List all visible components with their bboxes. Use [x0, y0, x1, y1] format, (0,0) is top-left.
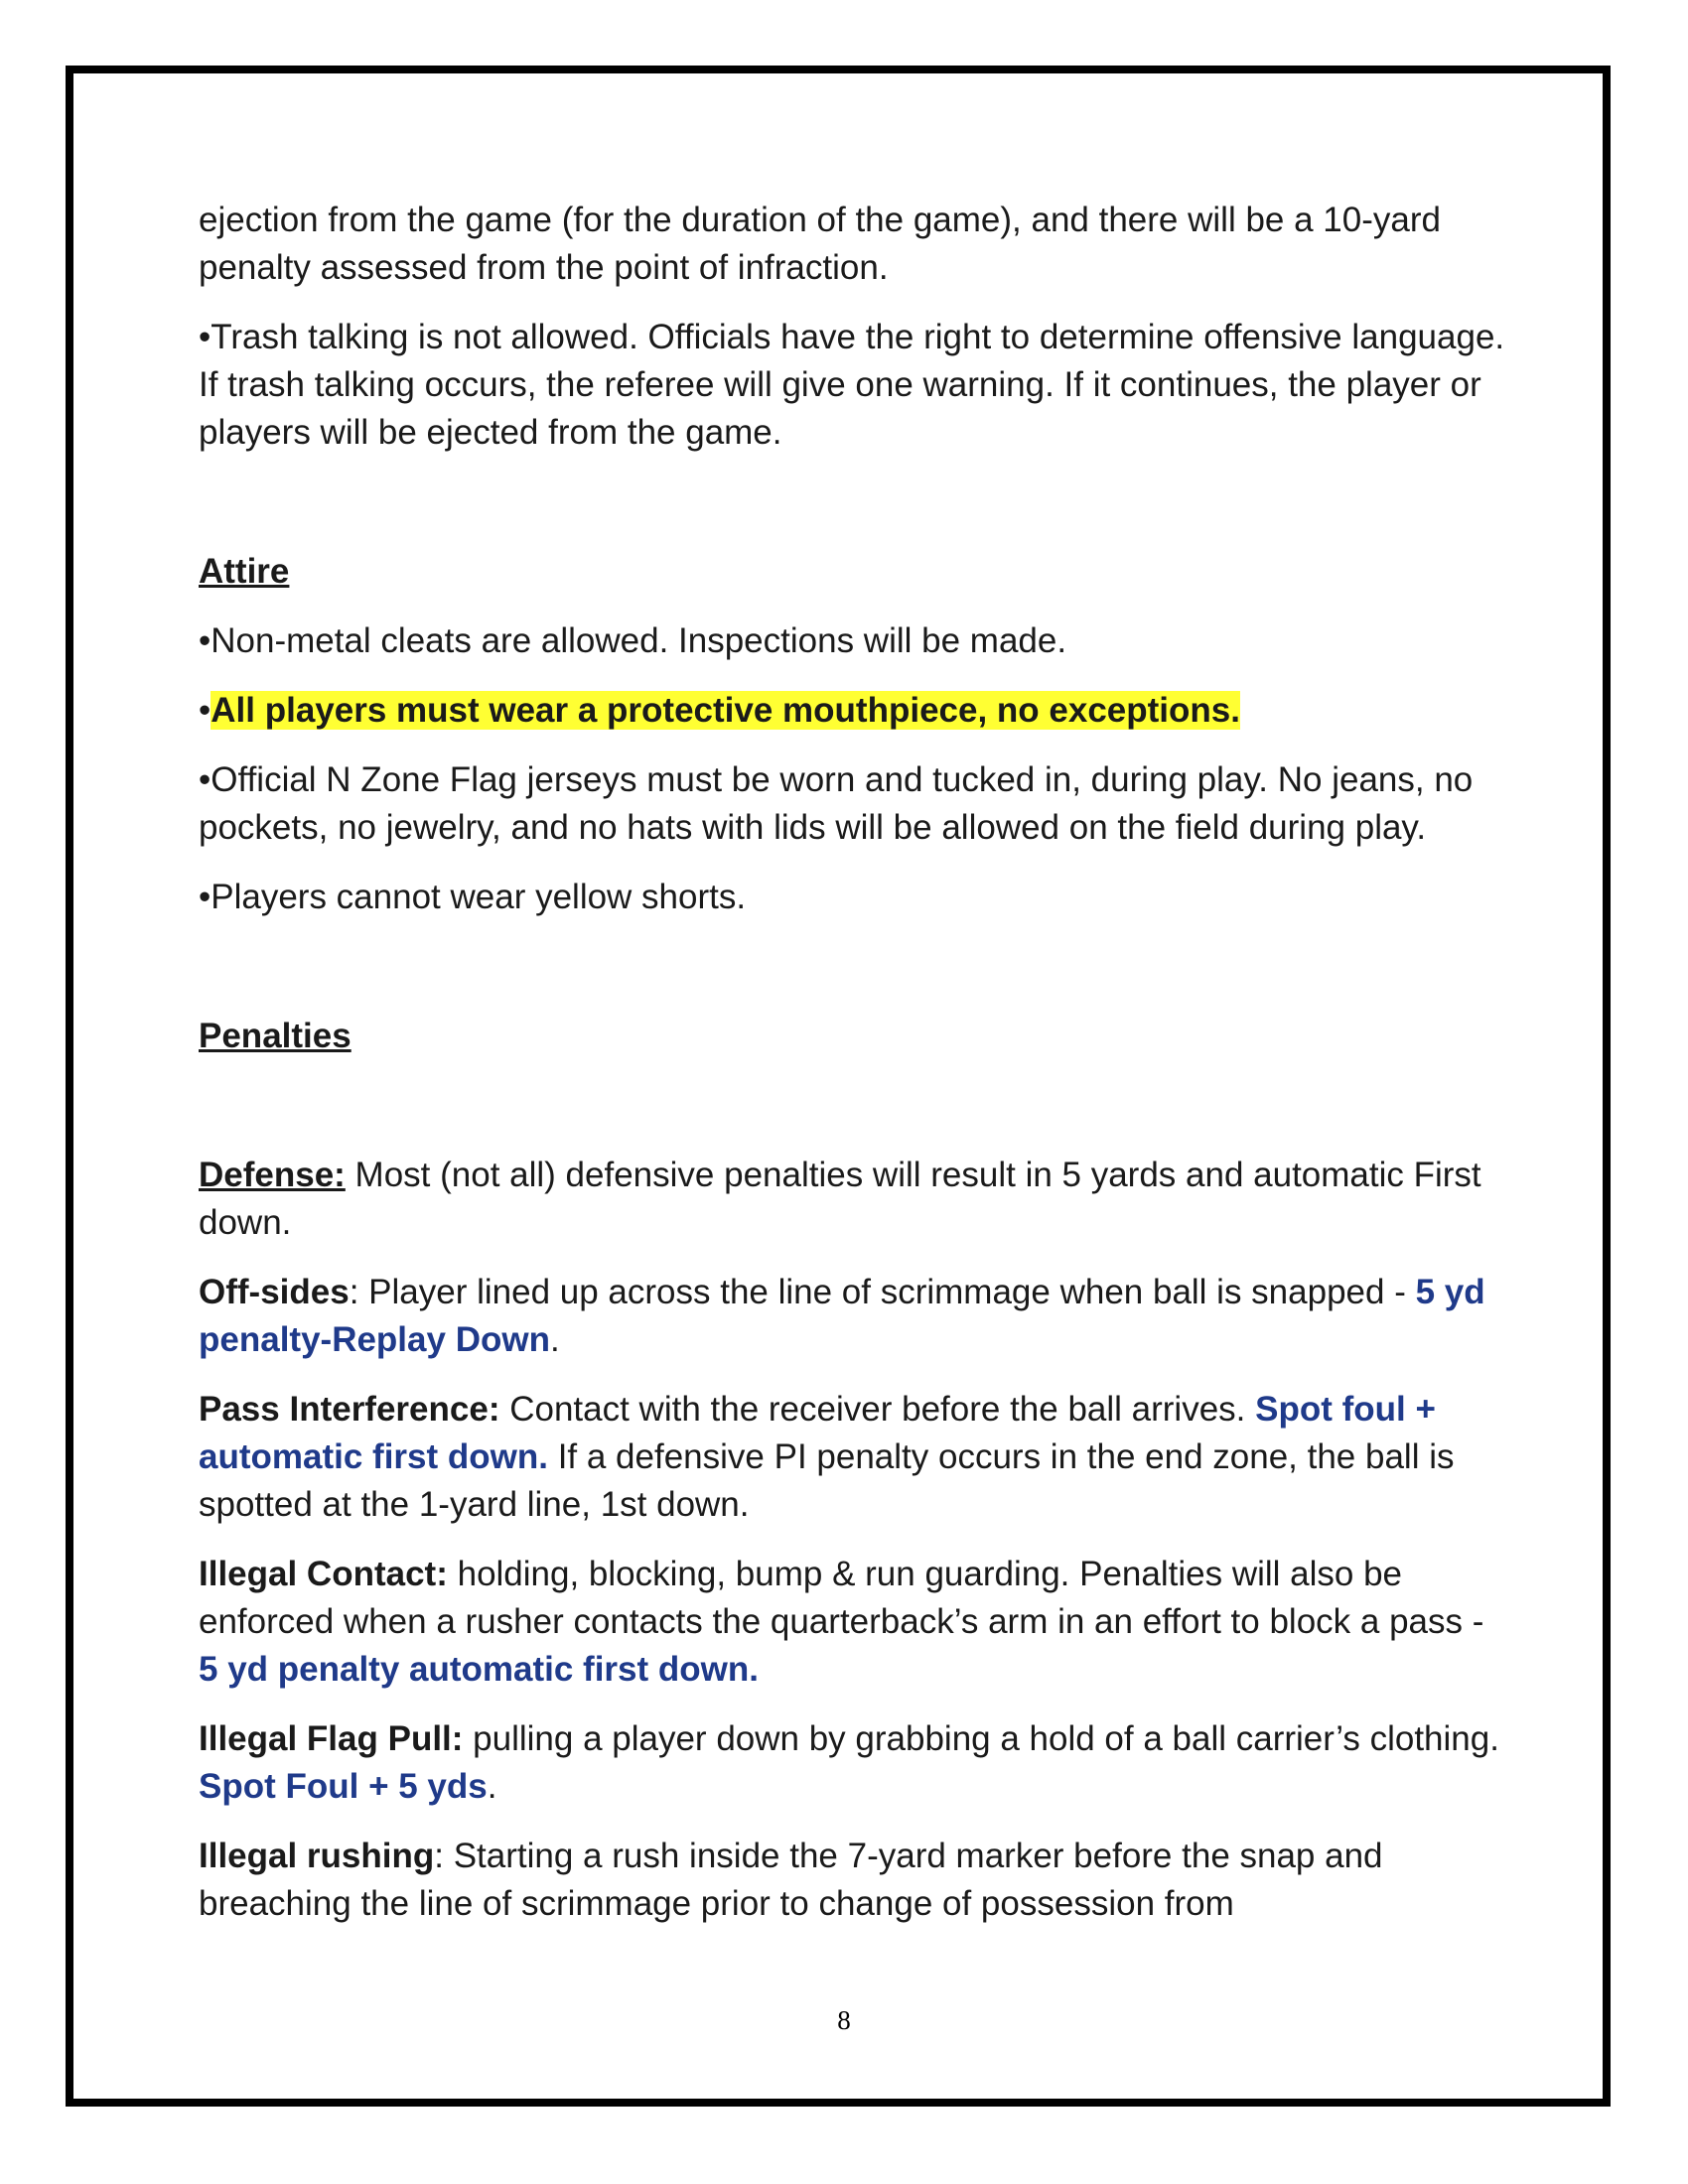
pi-end: If a defensive PI penalty occurs in the end zone, the ball is spotted at the 1-yard line, 1st down. — [199, 1437, 1455, 1524]
paragraph-trash-talking: •Trash talking is not allowed. Officials have the right to determine offensive language. If trash talking occurs, the referee will give one warning. If it continues, the player or players will be ejected from the game. — [199, 318, 1505, 452]
mouthpiece-highlight: All players must wear a protective mouthpiece, no exceptions. — [211, 691, 1240, 730]
paragraph-ejection: ejection from the game (for the duration of the game), and there will be a 10-yard penalty assessed from the point of infraction. — [199, 201, 1441, 287]
flag-pull-end: . — [487, 1767, 497, 1806]
attire-item-mouthpiece — [199, 687, 1509, 735]
illegal-contact-text: holding, blocking, bump & run guarding. Penalties will also be enforced when a rusher contacts the quarterback’s arm in an effort to block a pass - — [199, 1555, 1484, 1641]
penalty-illegal-contact — [199, 1551, 1509, 1694]
penalty-offsides — [199, 1269, 1509, 1364]
penalty-pass-interference — [199, 1386, 1509, 1529]
rushing-text: : Starting a rush inside the 7-yard marker before the snap and breaching the line of scrimmage prior to change of possession from — [199, 1837, 1383, 1923]
illegal-contact-penalty: 5 yd penalty automatic first down. — [199, 1650, 759, 1689]
attire-item-jerseys: •Official N Zone Flag jerseys must be worn and tucked in, during play. No jeans, no pockets, no jewelry, and no hats with lids will be allowed on the field during play. — [199, 760, 1474, 847]
illegal-contact-label: Illegal Contact: — [199, 1555, 448, 1593]
pi-label: Pass Interference: — [199, 1390, 500, 1429]
offsides-text: : Player lined up across the line of scrimmage when ball is snapped - — [349, 1273, 1416, 1311]
defense-text: Most (not all) defensive penalties will result in 5 yards and automatic First down. — [199, 1156, 1481, 1242]
page-number: 8 — [837, 2005, 851, 2035]
penalties-heading: Penalties — [199, 1017, 352, 1055]
pi-text: Contact with the receiver before the ball arrives. — [499, 1390, 1256, 1429]
flag-pull-label: Illegal Flag Pull: — [199, 1719, 464, 1758]
attire-heading: Attire — [199, 552, 290, 591]
pi-penalty: Spot foul + automatic first down. — [199, 1390, 1436, 1476]
rushing-label: Illegal rushing — [199, 1837, 435, 1875]
flag-pull-text: pulling a player down by grabbing a hold of a ball carrier’s clothing. — [463, 1719, 1499, 1758]
bullet: • — [199, 691, 211, 730]
flag-pull-penalty: Spot Foul + 5 yds — [199, 1767, 488, 1806]
offsides-end: . — [549, 1320, 560, 1359]
offsides-penalty: 5 yd penalty-Replay Down — [199, 1273, 1485, 1359]
attire-item-shorts: •Players cannot wear yellow shorts. — [199, 878, 747, 916]
offsides-label: Off-sides — [199, 1273, 350, 1311]
penalty-illegal-flag-pull — [199, 1715, 1509, 1811]
penalty-defense — [199, 1152, 1509, 1247]
penalty-illegal-rushing — [199, 1833, 1509, 1928]
attire-item-cleats: •Non-metal cleats are allowed. Inspections will be made. — [199, 621, 1067, 660]
page-content — [199, 197, 1509, 1950]
defense-label: Defense: — [199, 1156, 346, 1194]
